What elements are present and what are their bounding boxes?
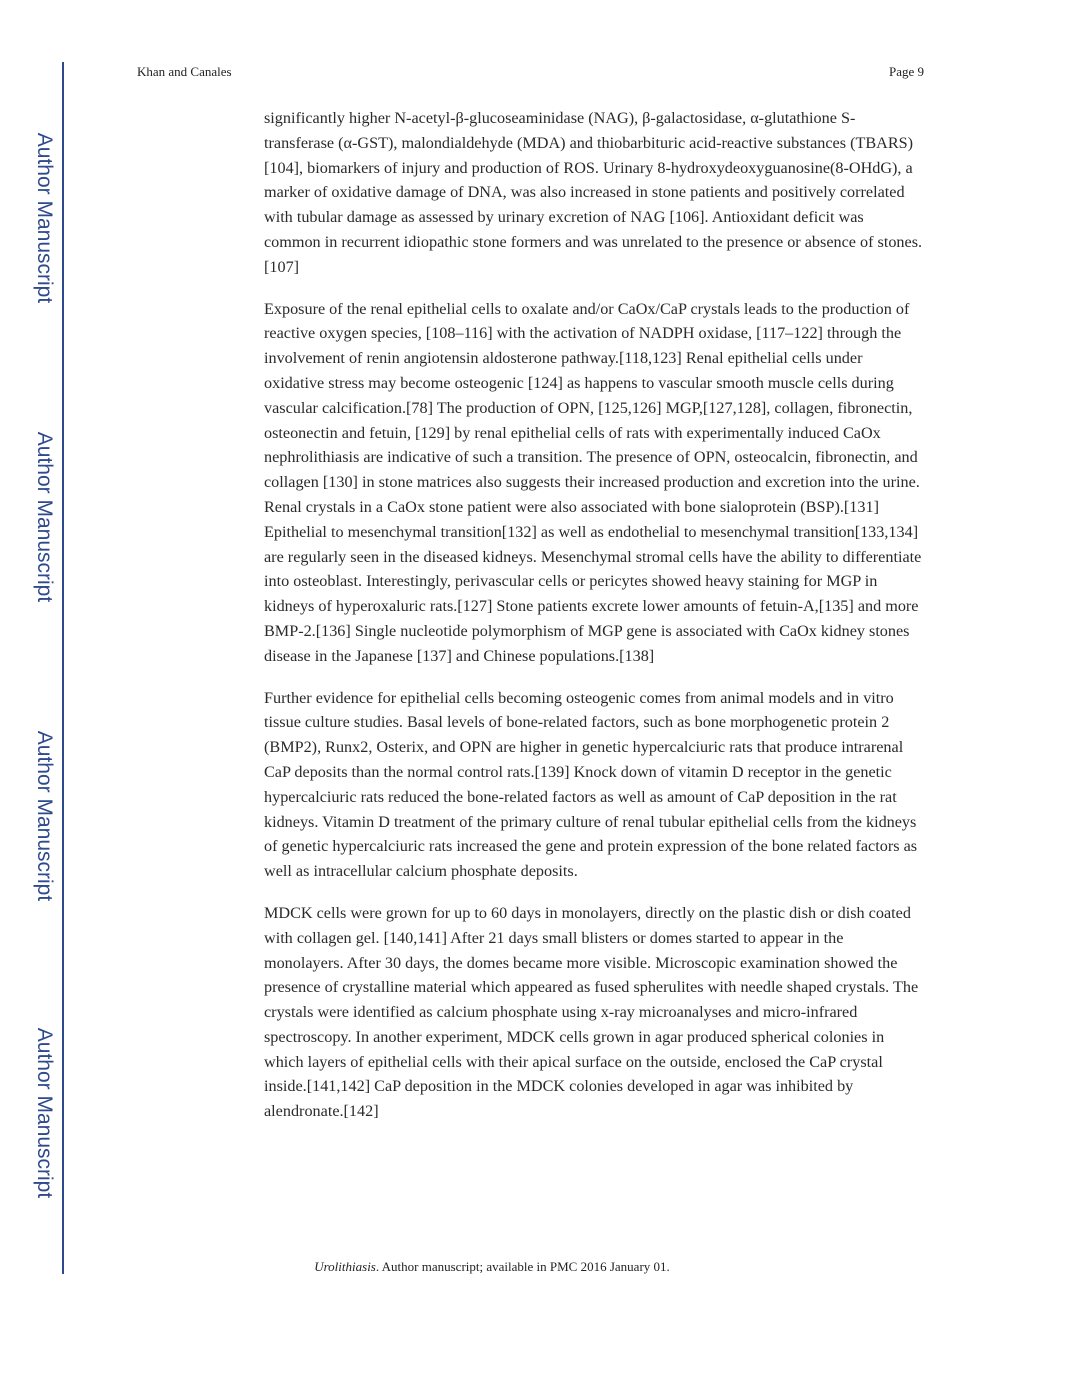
paragraph: MDCK cells were grown for up to 60 days in monolayers, directly on the plastic dish or dish coated with collagen gel. [140,141] After 21 days small blisters or domes started to appear in the monolayers. After 30 days, the domes became more visible. Microscopic examination showed the presence of crystalline material which appeared as fused spherulites with needle shaped crystals. The crystals were identified as calcium phosphate using x-ray microanalyses and micro-infrared spectroscopy. In another experiment, MDCK cells grown in agar produced spherical colonies in which layers of epithelial cells with their apical surface on the outside, enclosed the CaP crystal inside.[141,142] CaP deposition in the MDCK colonies developed in agar was inhibited by alendronate.[142]: [264, 903, 919, 1121]
paragraph: Exposure of the renal epithelial cells to oxalate and/or CaOx/CaP crystals leads to the production of reactive oxygen species, [108–116] with the activation of NADPH oxidase, [117–122] through the involvement of renin angiotensin aldosterone pathway.[118,123] Renal epithelial cells under oxidative stress may become osteogenic [124] as happens to vascular smooth muscle cells during vascular calcification.[78] The production of OPN, [125,126] MGP,[127,128], collagen, fibronectin, osteonectin and fetuin, [129] by renal epithelial cells of rats with experimentally induced CaOx nephrolithiasis are indicative of such a transition. The presence of OPN, osteocalcin, fibronectin, and collagen [130] in stone matrices also suggests their increased production and excretion into the urine. Renal crystals in a CaOx stone patient were also associated with bone sialoprotein (BSP).[131] Epithelial to mesenchymal transition[132] as well as endothelial to mesenchymal transition[133,134] are regularly seen in the diseased kidneys. Mesenchymal stromal cells have the ability to differentiate into osteoblast. Interestingly, perivascular cells or pericytes showed heavy staining for MGP in kidneys of hyperoxaluric rats.[127] Stone patients excrete lower amounts of fetuin-A,[135] and more BMP-2.[136] Single nucleotide polymorphism of MGP gene is associated with CaOx kidney stones disease in the Japanese [137] and Chinese populations.[138]: [264, 299, 922, 665]
author-manuscript-label: Author Manuscript: [33, 730, 56, 902]
footer-note: . Author manuscript; available in PMC 2016 January 01.: [375, 1259, 670, 1274]
running-head-authors: Khan and Canales: [137, 64, 232, 79]
article-body: [264, 106, 924, 1141]
paragraph: significantly higher N-acetyl-β-glucoseaminidase (NAG), β-galactosidase, α-glutathione S-transferase (α-GST), malondialdehyde (MDA) and thiobarbituric acid-reactive substances (TBARS) [104], biomarkers of injury and production of ROS. Urinary 8-hydroxydeoxyguanosine(8-OHdG), a marker of oxidative damage of DNA, was also increased in stone patients and positively correlated with tubular damage as assessed by urinary excretion of NAG [106]. Antioxidant deficit was common in recurrent idiopathic stone formers and was unrelated to the presence or absence of stones. [107]: [264, 109, 923, 276]
page-number: Page 9: [888, 64, 924, 79]
author-manuscript-label: Author Manuscript: [33, 132, 56, 304]
journal-name: Urolithiasis: [314, 1259, 376, 1274]
footer-citation: [0, 1259, 984, 1275]
paragraph: Further evidence for epithelial cells becoming osteogenic comes from animal models and in vitro tissue culture studies. Basal levels of bone-related factors, such as bone morphogenetic protein 2 (BMP2), Runx2, Osterix, and OPN are higher in genetic hypercalciuric rats that produce intrarenal CaP deposits than the normal control rats.[139] Knock down of vitamin D receptor in the genetic hypercalciuric rats reduced the bone-related factors as well as amount of CaP deposition in the rat kidneys. Vitamin D treatment of the primary culture of renal tubular epithelial cells from the kidneys of genetic hypercalciuric rats increased the gene and protein expression of the bone related factors as well as intracellular calcium phosphate deposits.: [264, 688, 918, 881]
sidebar-rule: [62, 62, 64, 1274]
author-manuscript-label: Author Manuscript: [33, 1027, 56, 1199]
author-manuscript-label: Author Manuscript: [33, 431, 56, 603]
